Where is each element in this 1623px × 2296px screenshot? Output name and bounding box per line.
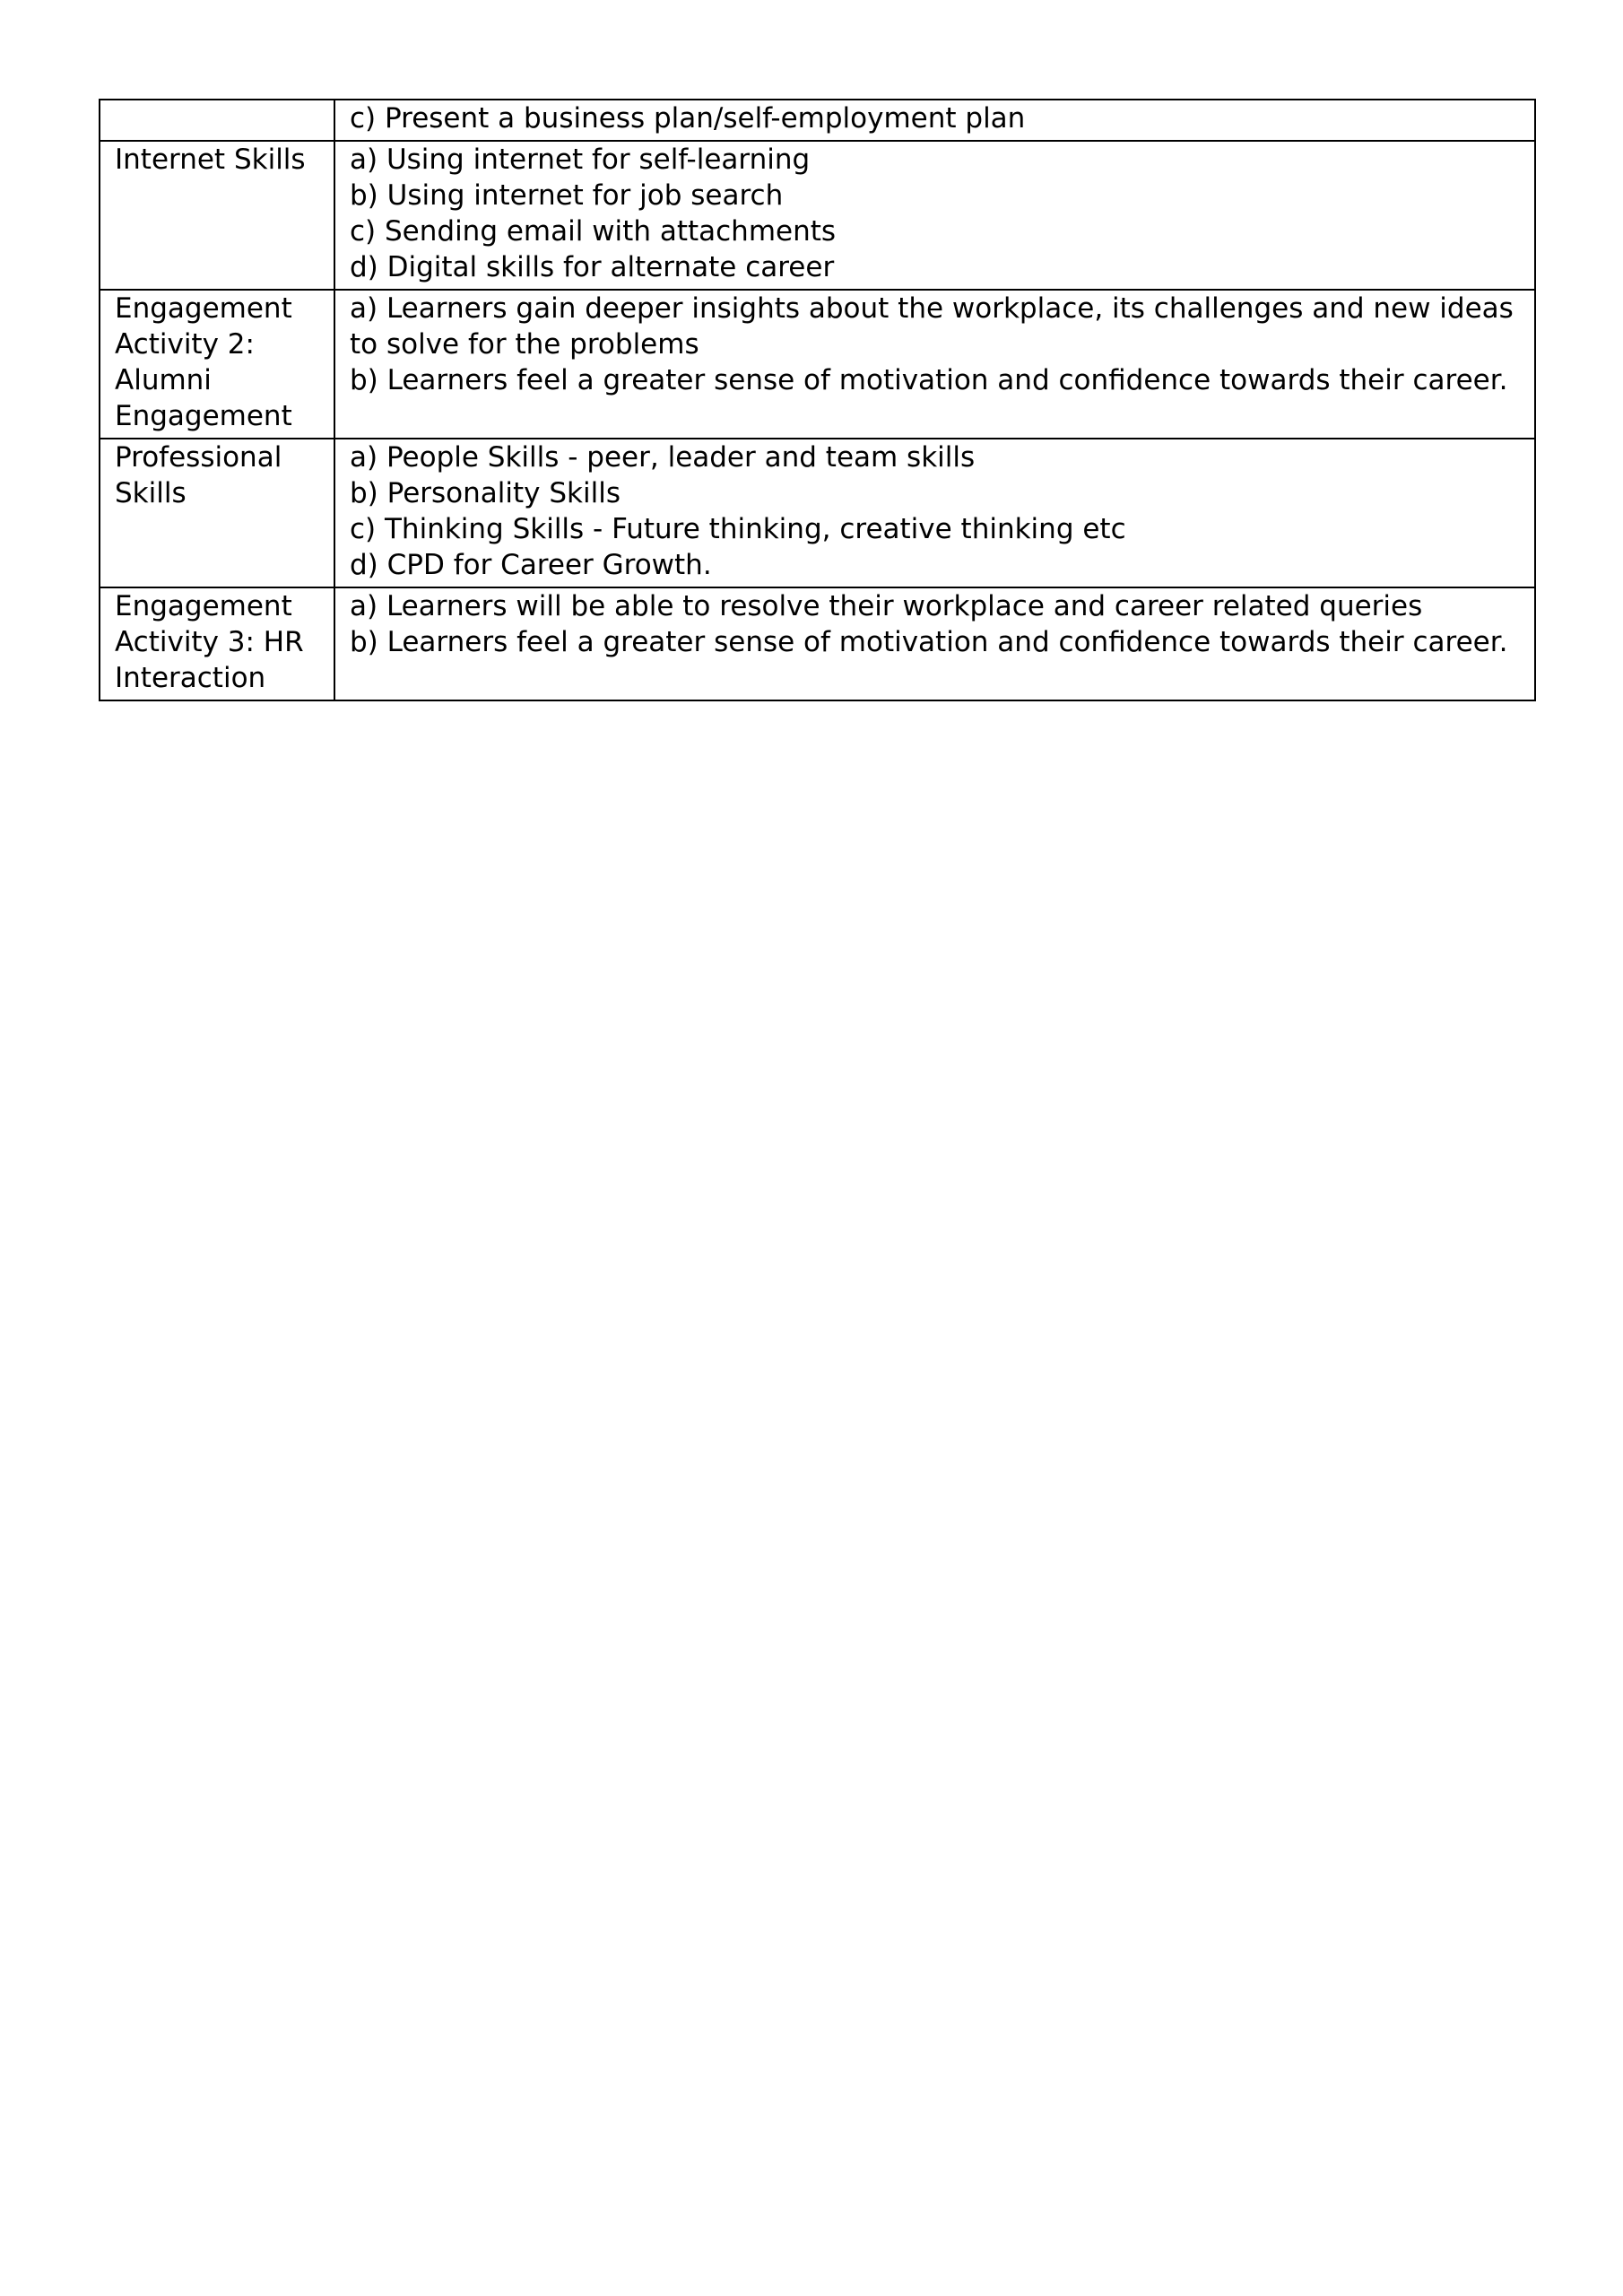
outcome-line: b) Learners feel a greater sense of motivation and confidence towards their career. [350,626,1508,658]
outcome-line: c) Present a business plan/self-employment plan [350,102,1026,135]
outcomes-cell [334,100,1535,141]
outcome-line: d) CPD for Career Growth. [350,549,712,581]
outcome-line: a) Using internet for self-learning [350,144,811,176]
table-row [100,141,1535,290]
outcome-line: c) Sending email with attachments [350,215,837,248]
outcome-line: c) Thinking Skills - Future thinking, creative thinking etc [350,513,1126,545]
outcomes-cell [334,141,1535,290]
outcomes-cell [334,439,1535,587]
outcome-line: b) Learners feel a greater sense of motivation and confidence towards their career. [350,364,1508,396]
outcome-line: d) Digital skills for alternate career [350,251,835,283]
outcomes-cell [334,290,1535,439]
topic-cell: Professional Skills [100,439,334,587]
table-row [100,587,1535,700]
topic-cell [100,100,334,141]
table-row [100,290,1535,439]
outcome-line: a) Learners will be able to resolve their workplace and career related queries [350,590,1423,622]
outcome-line: b) Using internet for job search [350,179,784,212]
outcome-line: a) Learners gain deeper insights about the workplace, its challenges and new ideas to solve for the problems [350,292,1514,361]
outcomes-cell [334,587,1535,700]
topic-cell: Internet Skills [100,141,334,290]
table-row [100,439,1535,587]
topic-cell: Engagement Activity 3: HR Interaction [100,587,334,700]
outcome-line: a) People Skills - peer, leader and team skills [350,441,976,474]
topic-cell: Engagement Activity 2: Alumni Engagement [100,290,334,439]
curriculum-table [99,99,1536,701]
outcome-line: b) Personality Skills [350,477,621,509]
table-row [100,100,1535,141]
